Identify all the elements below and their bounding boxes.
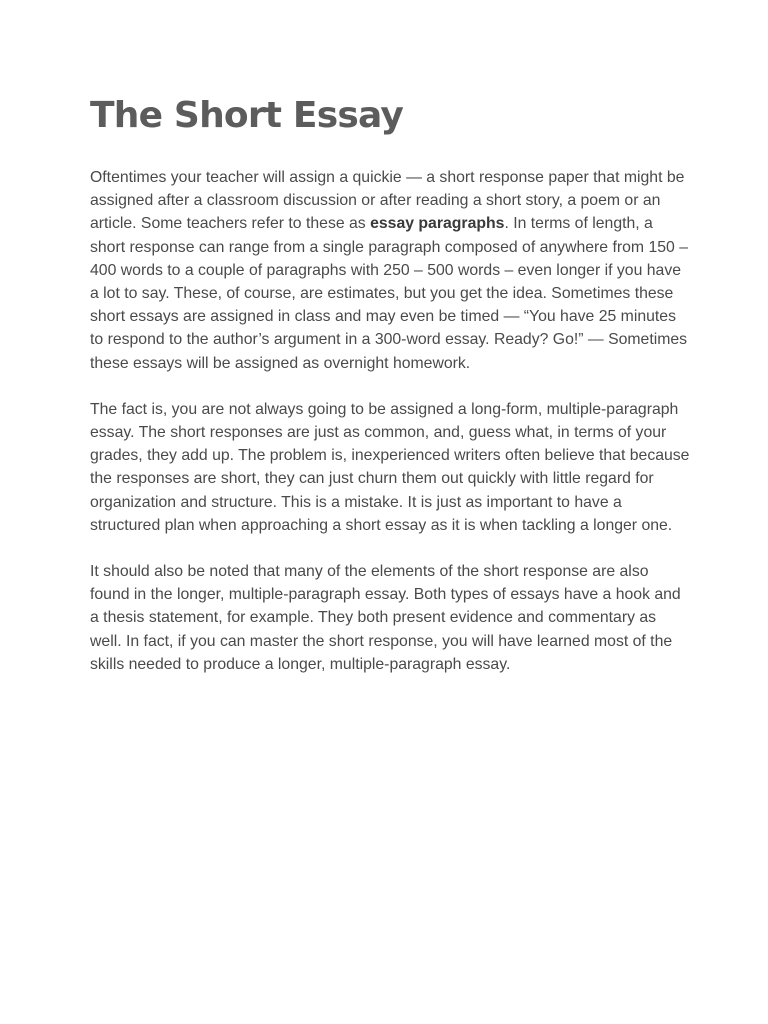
paragraph-2: The fact is, you are not always going to be assigned a long-form, multiple-paragraph essay. The short responses are just as common, and, guess what, in terms of your grades, they add up. The problem is, inexperienced writers often believe that because the responses are short, they can just churn them out quickly with little regard for organization and structure. This is a mistake. It is just as important to have a structured plan when approaching a short essay as it is when tackling a longer one. <box>90 400 690 534</box>
bold-term-essay-paragraphs: essay paragraphs <box>370 215 505 233</box>
document-page <box>90 92 690 699</box>
paragraph-3: It should also be noted that many of the elements of the short response are also found in the longer, multiple-paragraph essay. Both types of essays have a hook and a thesis statement, for example. They both present evidence and commentary as well. In fact, if you can master the short response, you will have learned most of the skills needed to produce a longer, multiple-paragraph essay. <box>90 563 681 673</box>
page-title: The Short Essay <box>90 95 404 136</box>
paragraph-1 <box>90 166 690 375</box>
paragraph-1-text-end: . In terms of length, a short response can range from a single paragraph composed of anywhere from 150 – 400 words to a couple of paragraphs with 250 – 500 words – even longer if you have a lot to say. These, of course, are estimates, but you get the idea. Sometimes these short essays are assigned in class and may even be timed — “You have 25 minutes to respond to the author’s argument in a 300-word essay. Ready? Go!” — Sometimes these essays will be assigned as overnight homework. <box>90 215 688 372</box>
paragraph-1-text-start: Oftentimes your teacher will assign a quickie — a short response paper that might be assigned after a classroom discussion or after reading a short story, a poem or an article. Some teachers refer to these as <box>90 169 685 233</box>
